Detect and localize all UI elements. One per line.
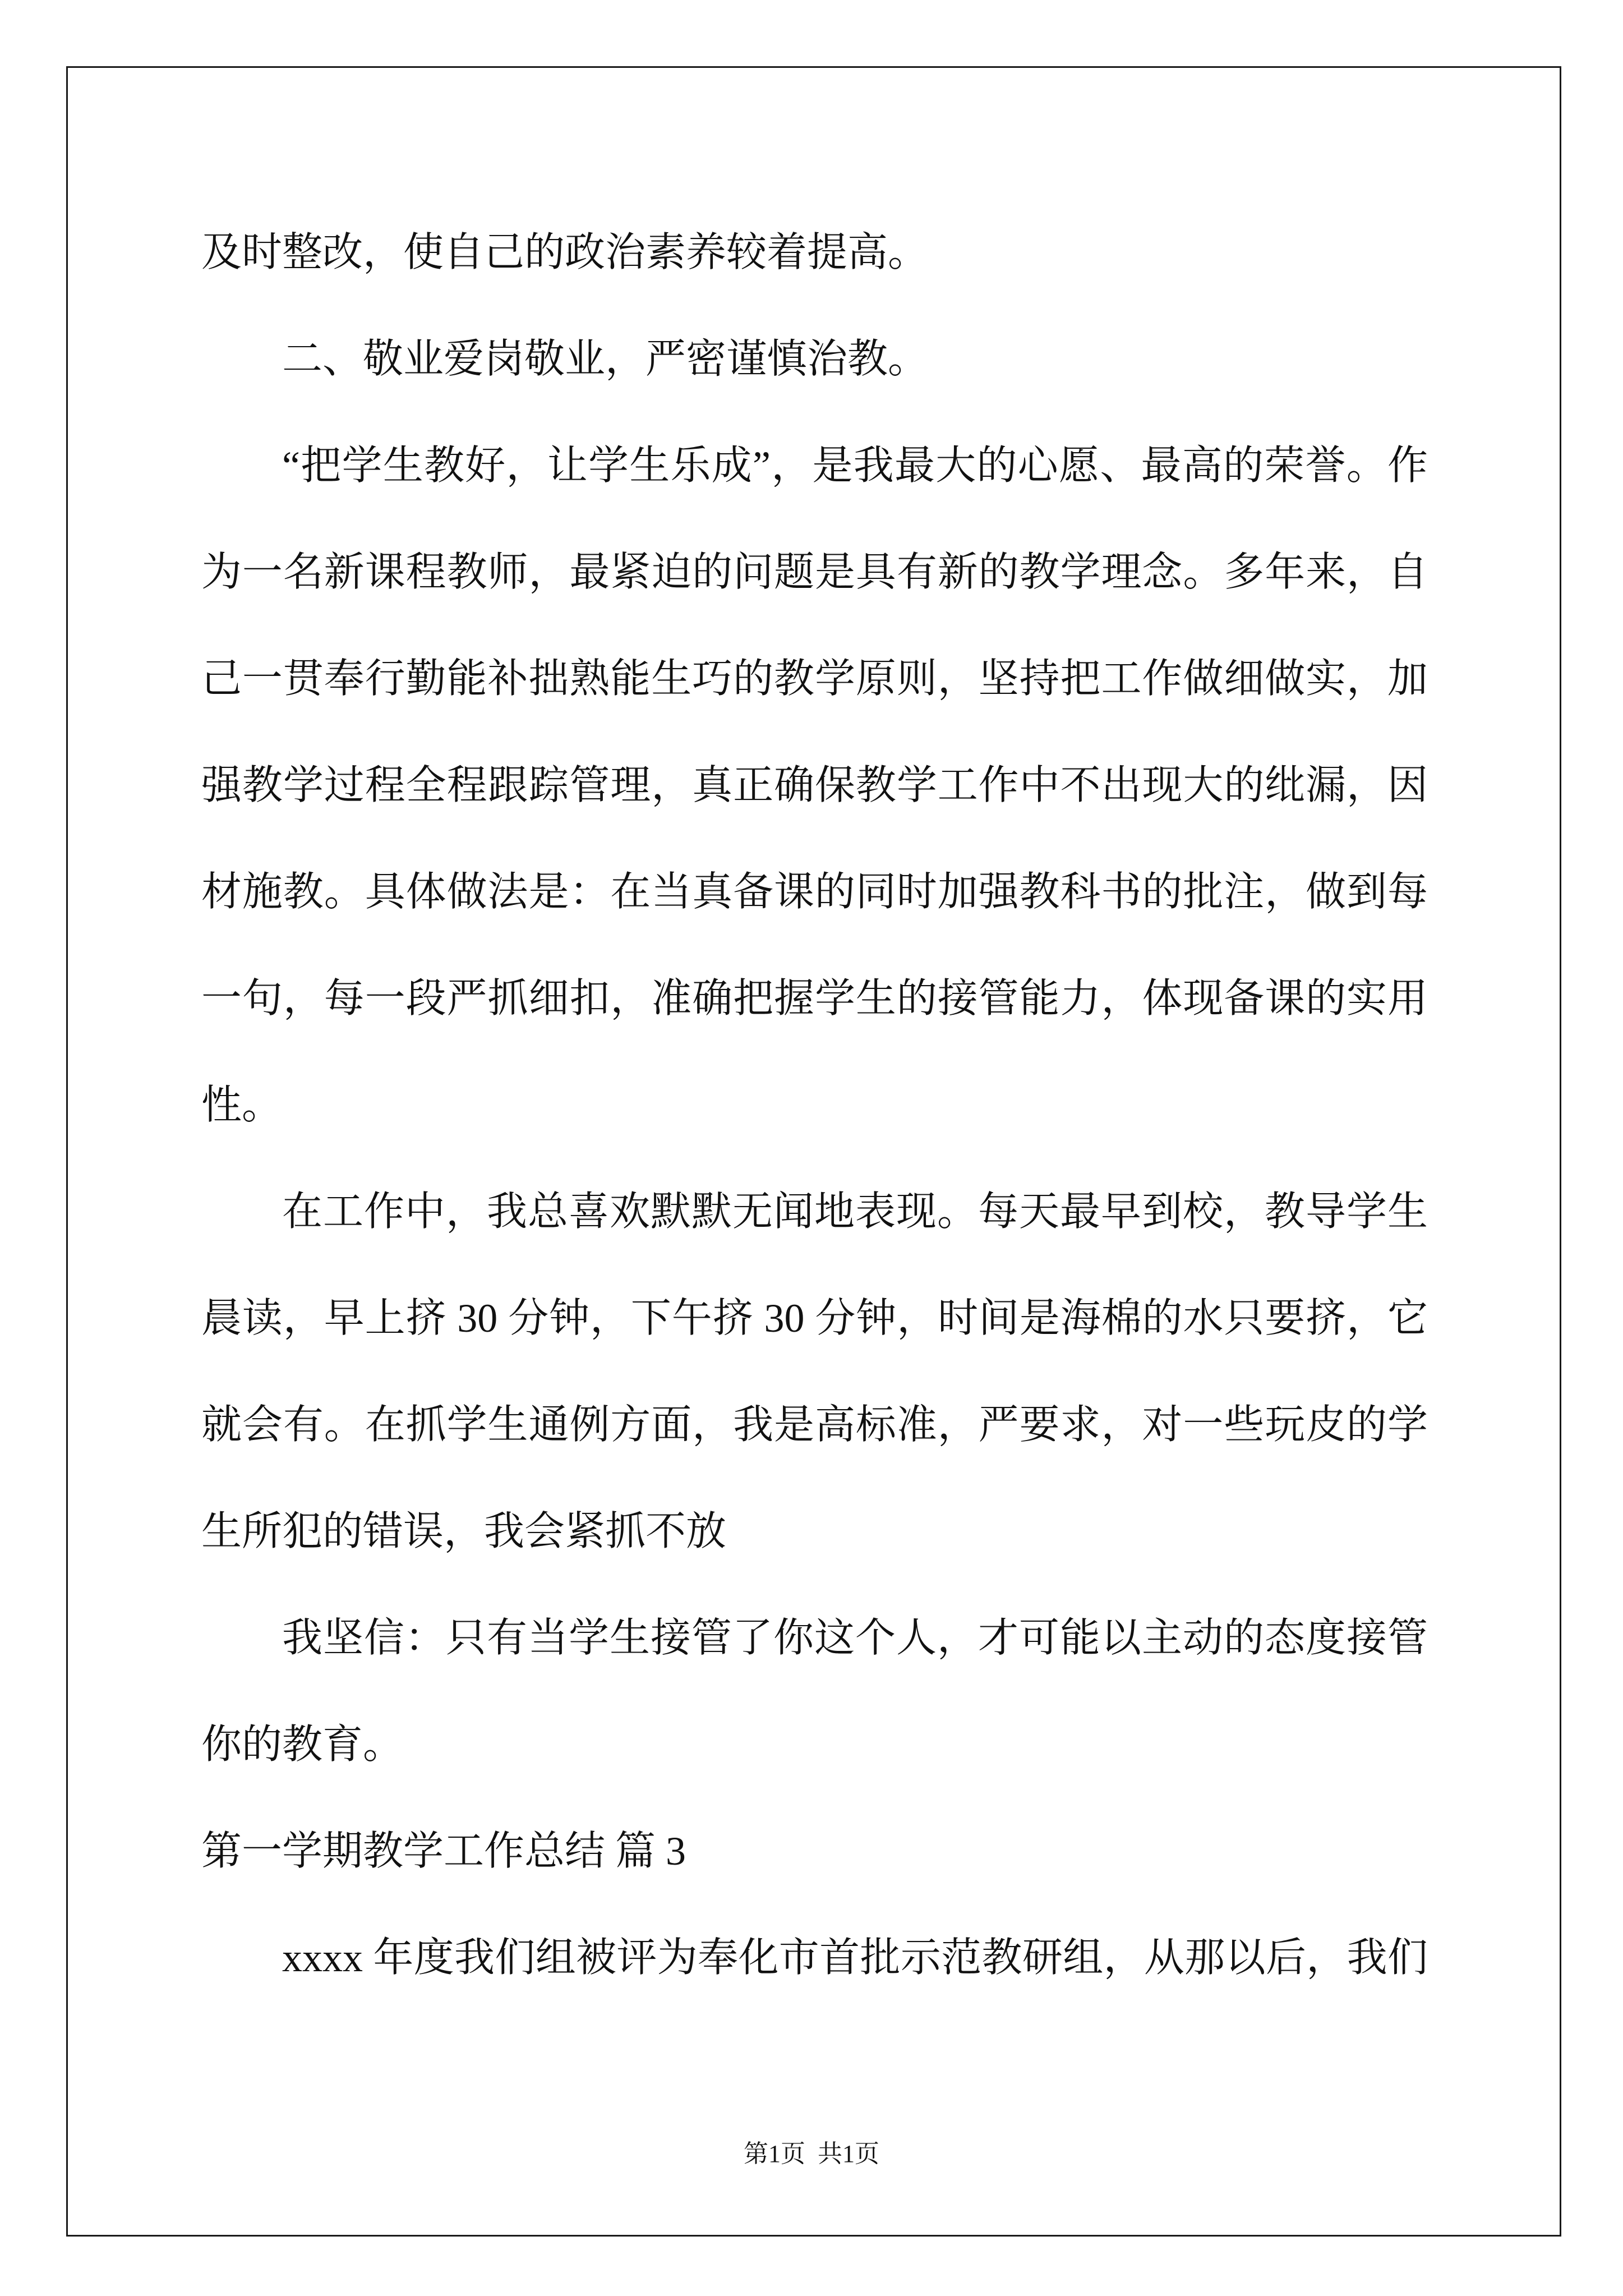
paragraph <box>201 1904 1428 2011</box>
text-line: 你的教育。 <box>201 1722 404 1767</box>
text-line: 及时整改，使自己的政治素养较着提高。 <box>201 230 929 275</box>
text-line: 二、敬业爱岗敬业，严密谨慎治教。 <box>282 337 929 381</box>
text-line: 己一贯奉行勤能补拙熟能生巧的教学原则，坚持把工作做细做实，加 <box>201 656 1428 701</box>
text-line: xxxx 年度我们组被评为奉化市首批示范教研组，从那以后，我们 <box>282 1935 1428 1980</box>
text-line: 在工作中，我总喜欢默默无闻地表现。每天最早到校，教导学生 <box>282 1189 1428 1234</box>
text-line: 性。 <box>201 1083 283 1128</box>
paragraph <box>201 199 1428 306</box>
paragraph <box>201 1585 1428 1798</box>
text-line: 为一名新课程教师，最紧迫的问题是具有新的教学理念。多年来，自 <box>201 550 1428 595</box>
text-line: 就会有。在抓学生通例方面，我是高标准，严要求，对一些玩皮的学 <box>201 1402 1428 1447</box>
text-line: 一句，每一段严抓细扣，准确把握学生的接管能力，体现备课的实用 <box>201 976 1428 1021</box>
text-line: 晨读，早上挤 30 分钟，下午挤 30 分钟，时间是海棉的水只要挤，它 <box>201 1296 1428 1341</box>
text-line: 我坚信：只有当学生接管了你这个人，才可能以主动的态度接管 <box>282 1616 1428 1660</box>
page-footer: 第1页 共1页 <box>744 2140 879 2168</box>
document-body <box>201 199 1428 2011</box>
paragraph <box>201 412 1428 1158</box>
section-heading: 第一学期教学工作总结 篇 3 <box>201 1829 686 1874</box>
paragraph <box>201 306 1428 412</box>
text-line: “把学生教好，让学生乐成”，是我最大的心愿、最高的荣誉。作 <box>282 443 1428 488</box>
text-line: 材施教。具体做法是：在当真备课的同时加强教科书的批注，做到每 <box>201 869 1428 914</box>
paragraph <box>201 1158 1428 1585</box>
text-line: 强教学过程全程跟踪管理，真正确保教学工作中不出现大的纰漏，因 <box>201 763 1428 808</box>
section <box>201 1798 1428 2011</box>
text-line: 生所犯的错误，我会紧抓不放 <box>201 1509 727 1554</box>
